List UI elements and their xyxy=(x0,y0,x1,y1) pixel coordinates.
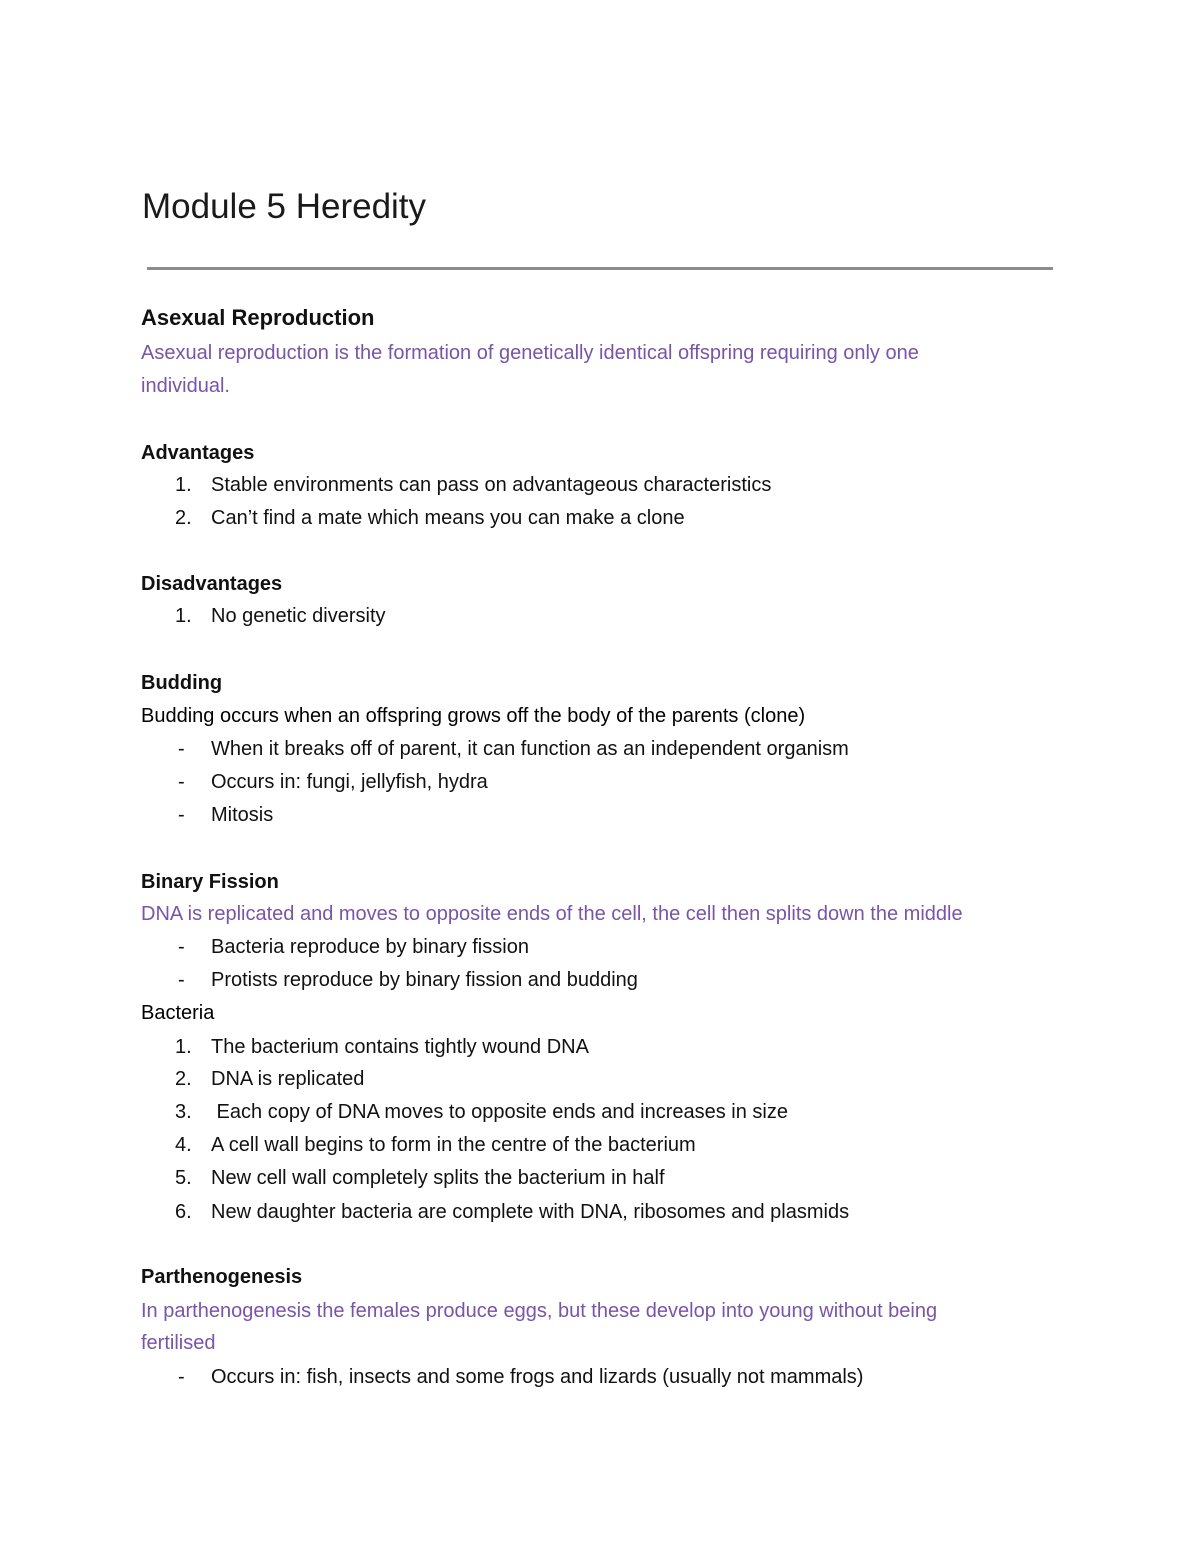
list-item-text: Stable environments can pass on advantageous characteristics xyxy=(211,474,772,496)
list-item-text: The bacterium contains tightly wound DNA xyxy=(211,1036,589,1058)
list-marker: 1. xyxy=(175,474,192,496)
asexual-definition-line-2: individual. xyxy=(141,375,230,397)
list-marker: 2. xyxy=(175,507,192,529)
list-item-text: Each copy of DNA moves to opposite ends and increases in size xyxy=(211,1101,788,1123)
list-marker: 5. xyxy=(175,1167,192,1189)
binary-fission-definition: DNA is replicated and moves to opposite ends of the cell, the cell then splits down the middle xyxy=(141,903,963,925)
section-heading-advantages: Advantages xyxy=(141,442,255,464)
section-heading-parthenogenesis: Parthenogenesis xyxy=(141,1266,303,1288)
list-item-text: New daughter bacteria are complete with DNA, ribosomes and plasmids xyxy=(211,1201,850,1223)
list-marker: 3. xyxy=(175,1101,192,1123)
list-item-text: When it breaks off of parent, it can function as an independent organism xyxy=(211,738,849,760)
list-marker: - xyxy=(178,1366,185,1388)
list-item-text: DNA is replicated xyxy=(211,1068,365,1090)
title-divider xyxy=(147,267,1053,270)
list-item-text: New cell wall completely splits the bacterium in half xyxy=(211,1167,665,1189)
asexual-definition-line-1: Asexual reproduction is the formation of genetically identical offspring requiring only one xyxy=(141,342,919,364)
list-marker: 1. xyxy=(175,605,192,627)
section-heading-budding: Budding xyxy=(141,672,223,694)
list-item-text: Occurs in: fungi, jellyfish, hydra xyxy=(211,771,488,793)
subheading-bacteria: Bacteria xyxy=(141,1002,215,1024)
list-marker: 1. xyxy=(175,1036,192,1058)
section-heading-disadvantages: Disadvantages xyxy=(141,573,283,595)
list-marker: - xyxy=(178,738,185,760)
list-marker: - xyxy=(178,936,185,958)
list-marker: - xyxy=(178,969,185,991)
list-item-text: Can’t find a mate which means you can make a clone xyxy=(211,507,685,529)
list-item-text: Mitosis xyxy=(211,804,274,826)
budding-description: Budding occurs when an offspring grows off the body of the parents (clone) xyxy=(141,705,806,727)
list-item-text: Occurs in: fish, insects and some frogs and lizards (usually not mammals) xyxy=(211,1366,864,1388)
list-marker: 2. xyxy=(175,1068,192,1090)
page-title: Module 5 Heredity xyxy=(142,187,427,226)
list-item-text: No genetic diversity xyxy=(211,605,386,627)
list-marker: - xyxy=(178,804,185,826)
list-item-text: A cell wall begins to form in the centre of the bacterium xyxy=(211,1134,696,1156)
list-marker: 4. xyxy=(175,1134,192,1156)
section-heading-asexual: Asexual Reproduction xyxy=(141,305,375,330)
parthenogenesis-definition-line-2: fertilised xyxy=(141,1332,216,1354)
list-item-text: Bacteria reproduce by binary fission xyxy=(211,936,529,958)
list-marker: - xyxy=(178,771,185,793)
parthenogenesis-definition-line-1: In parthenogenesis the females produce eggs, but these develop into young without being xyxy=(141,1300,938,1322)
section-heading-binary-fission: Binary Fission xyxy=(141,871,279,893)
list-item-text: Protists reproduce by binary fission and budding xyxy=(211,969,638,991)
list-marker: 6. xyxy=(175,1201,192,1223)
